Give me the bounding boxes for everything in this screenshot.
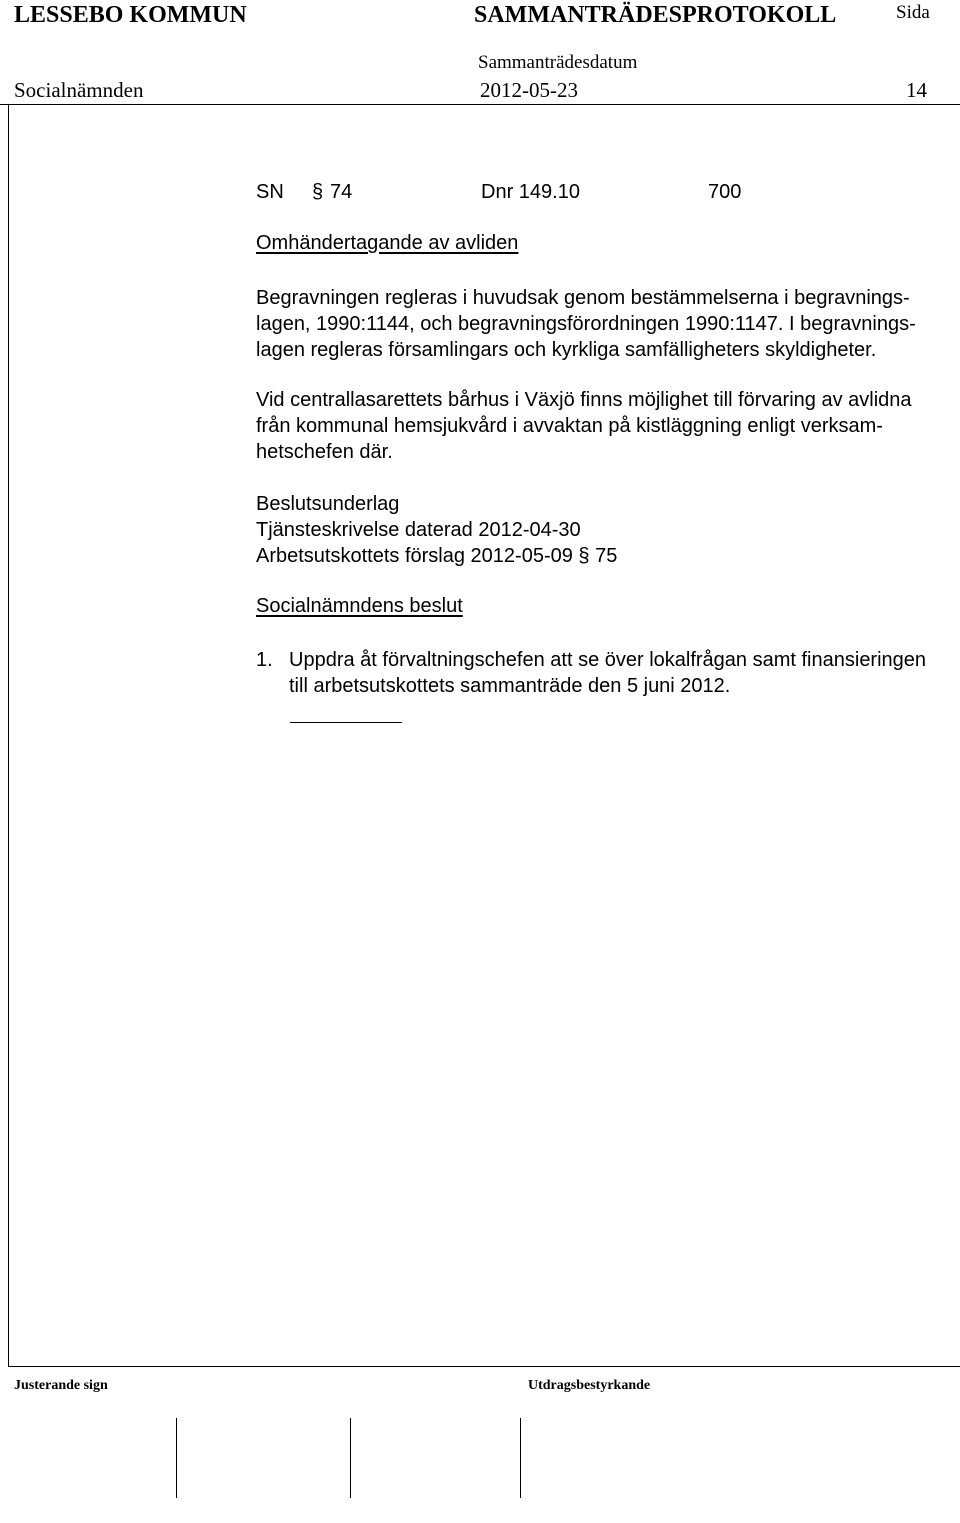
document-type: SAMMANTRÄDESPROTOKOLL [474,2,837,28]
paragraph-line: lagen regleras församlingars och kyrkliga samfälligheters skyldigheter. [256,339,877,361]
committee-name: Socialnämnden [14,78,144,102]
end-rule [290,722,402,723]
decision-basis-heading: Beslutsunderlag [256,493,400,515]
case-prefix: SN [256,181,284,203]
left-margin-line [8,104,9,1366]
decision-basis-item: Arbetsutskottets förslag 2012-05-09 § 75 [256,545,618,567]
case-number: 74 [330,181,353,203]
paragraph-2 [256,387,946,465]
decision-heading: Socialnämndens beslut [256,595,463,617]
decision-basis-item: Tjänsteskrivelse daterad 2012-04-30 [256,519,581,541]
page-number: 14 [906,78,927,102]
decision-item-number: 1. [256,649,273,671]
decision-line: till arbetsutskottets sammanträde den 5 juni 2012. [289,675,731,697]
paragraph-line: från kommunal hemsjukvård i avvaktan på kistläggning enligt verksam- [256,415,883,437]
case-title: Omhändertagande av avliden [256,232,519,254]
meeting-date: 2012-05-23 [480,78,578,102]
signature-box-divider [520,1418,521,1498]
paragraph-line: hetschefen där. [256,441,393,463]
page-label: Sida [896,2,930,23]
municipality-name: LESSEBO KOMMUN [14,2,247,28]
meeting-date-label: Sammanträdesdatum [478,52,638,73]
paragraph-line: lagen, 1990:1144, och begravningsförordningen 1990:1147. I begravnings- [256,313,916,335]
decision-item-text [289,647,949,699]
paragraph-line: Vid centrallasarettets bårhus i Växjö finns möjlighet till förvaring av avlidna [256,389,912,411]
justering-label: Justerande sign [14,1378,108,1393]
utdrag-label: Utdragsbestyrkande [528,1378,651,1393]
signature-box-divider [350,1418,351,1498]
case-code: 700 [708,181,742,203]
decision-basis [256,491,946,569]
footer-divider [8,1366,960,1367]
paragraph-symbol: § [312,181,324,203]
paragraph-1 [256,285,946,363]
diary-number: Dnr 149.10 [481,181,580,203]
decision-line: Uppdra åt förvaltningschefen att se över lokalfrågan samt finansieringen [289,649,927,671]
signature-box-divider [176,1418,177,1498]
header-divider [0,104,960,105]
paragraph-line: Begravningen regleras i huvudsak genom bestämmelserna i begravnings- [256,287,910,309]
